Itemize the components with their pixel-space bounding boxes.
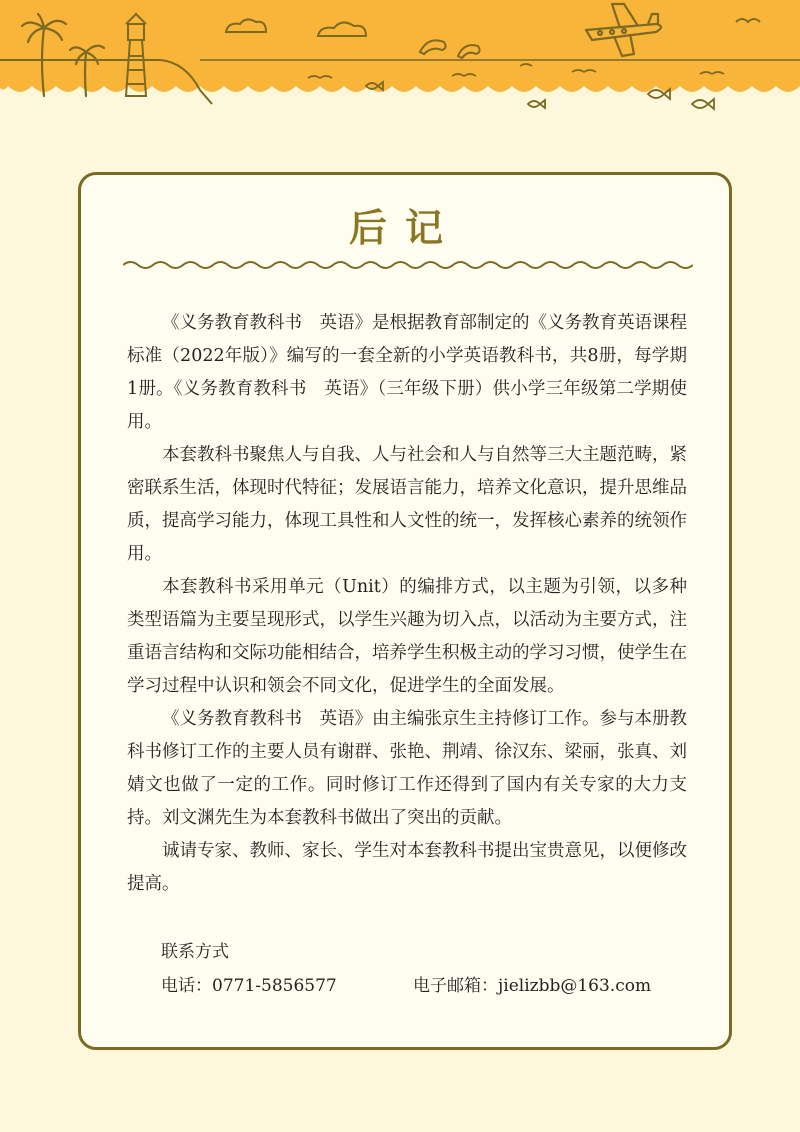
contact-section bbox=[161, 935, 651, 1003]
afterword-body bbox=[127, 307, 687, 901]
title-underline-wave bbox=[123, 259, 693, 271]
phone-block bbox=[161, 969, 413, 1003]
paragraph: 本套教科书聚焦人与自我、人与社会和人与自然等三大主题范畴，紧密联系生活，体现时代特征；发展语言能力，培养文化意识，提升思维品质，提高学习能力，体现工具性和人文性的统一，发挥核心素养的统领作用。 bbox=[127, 445, 687, 564]
email-address[interactable]: jielizbb@163.com bbox=[498, 976, 652, 996]
contact-row bbox=[161, 969, 651, 1003]
phone-number: 0771-5856577 bbox=[212, 976, 337, 996]
header-banner bbox=[0, 0, 800, 130]
paragraph: 诚请专家、教师、家长、学生对本套教科书提出宝贵意见，以便修改提高。 bbox=[127, 841, 687, 894]
paragraph: 本套教科书采用单元（Unit）的编排方式，以主题为引领，以多种类型语篇为主要呈现形式，以学生兴趣为切入点，以活动为主要方式，注重语言结构和交际功能相结合，培养学生积极主动的学习习惯，使学生在学习过程中认识和领会不同文化，促进学生的全面发展。 bbox=[127, 577, 687, 696]
paragraph: 《义务教育教科书 英语》由主编张京生主持修订工作。参与本册教科书修订工作的主要人员有谢群、张艳、荆靖、徐汉东、梁丽，张真、刘婧文也做了一定的工作。同时修订工作还得到了国内有关专家的大力支持。刘文渊先生为本套教科书做出了突出的贡献。 bbox=[127, 709, 687, 828]
page-title: 后记 bbox=[348, 206, 461, 250]
contact-heading: 联系方式 bbox=[161, 942, 229, 962]
afterword-card bbox=[78, 172, 732, 1050]
phone-label: 电话： bbox=[161, 976, 212, 996]
paragraph: 《义务教育教科书 英语》是根据教育部制定的《义务教育英语课程标准（2022年版）》编写的一套全新的小学英语教科书，共8册，每学期1册。《义务教育教科书 英语》（三年级下册）供小学三年级第二学期使用。 bbox=[127, 313, 687, 432]
email-label: 电子邮箱： bbox=[413, 976, 498, 996]
